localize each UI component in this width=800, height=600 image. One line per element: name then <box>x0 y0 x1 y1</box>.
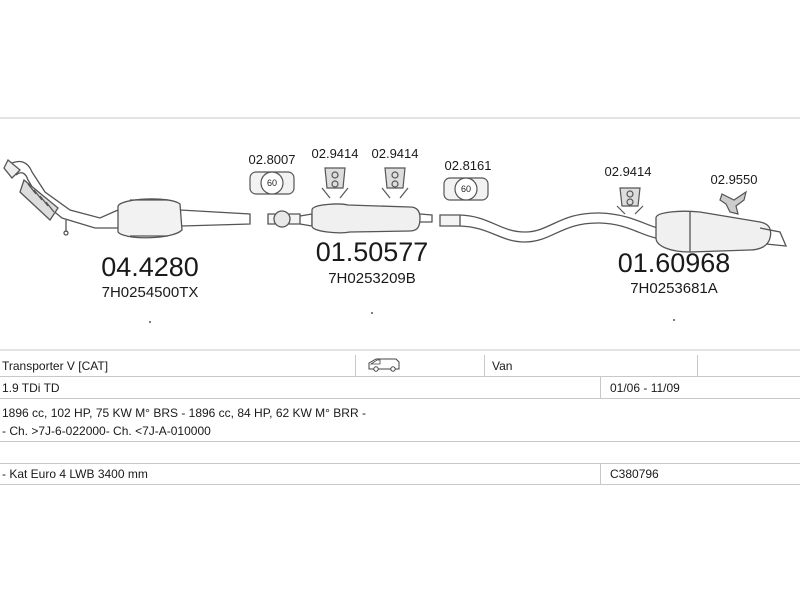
chassis: - Ch. >7J-6-022000- Ch. <7J-A-010000 <box>2 424 211 438</box>
table-divider <box>697 355 698 377</box>
table-divider <box>355 355 356 377</box>
catalyst-number: 04.4280 <box>101 252 199 282</box>
engine-details-row <box>0 402 800 422</box>
clamp-2-accessory[interactable] <box>444 178 488 200</box>
empty-row <box>0 442 800 464</box>
clamp-1-size: 60 <box>266 178 278 188</box>
rear-silencer-number: 01.60968 <box>617 248 731 278</box>
hanger-2-number: 02.9414 <box>371 146 419 161</box>
middle-dot <box>371 312 373 314</box>
hanger-1-accessory[interactable] <box>322 168 348 198</box>
rear-dot <box>673 319 675 321</box>
middle-silencer-part[interactable] <box>268 204 432 233</box>
vehicle-code: C380796 <box>610 467 659 481</box>
catalyst-oem: 7H0254500TX <box>101 284 199 301</box>
clamp-2-number: 02.8161 <box>444 158 492 173</box>
notes: - Kat Euro 4 LWB 3400 mm <box>2 467 148 481</box>
body-type: Van <box>492 359 513 373</box>
van-icon <box>368 358 400 378</box>
middle-silencer-number: 01.50577 <box>315 237 429 267</box>
hanger-2-accessory[interactable] <box>382 168 408 198</box>
hanger-1-number: 02.9414 <box>311 146 359 161</box>
rear-silencer-oem: 7H0253681A <box>630 280 718 297</box>
engine-details: 1896 cc, 102 HP, 75 KW M° BRS - 1896 cc, 84 HP, 62 KW M° BRR - <box>2 406 366 420</box>
rear-silencer-part[interactable] <box>440 211 786 252</box>
period: 01/06 - 11/09 <box>610 381 680 395</box>
chassis-row <box>0 420 800 442</box>
engine: 1.9 TDi TD <box>2 381 60 395</box>
table-divider <box>600 377 601 399</box>
vehicle-model: Transporter V [CAT] <box>2 359 109 373</box>
clamp-1-accessory[interactable] <box>250 172 294 194</box>
bracket-accessory[interactable] <box>720 192 746 214</box>
clamp-2-size: 60 <box>460 184 472 194</box>
clamp-1-number: 02.8007 <box>248 152 296 167</box>
middle-silencer-oem: 7H0253209B <box>328 270 416 287</box>
catalyst-part[interactable] <box>4 160 250 238</box>
hanger-3-accessory[interactable] <box>617 188 643 214</box>
notes-row <box>0 463 800 485</box>
table-divider <box>600 463 601 485</box>
hanger-3-number: 02.9414 <box>604 164 652 179</box>
table-divider <box>484 355 485 377</box>
vehicle-model-row <box>0 355 800 377</box>
bracket-number: 02.9550 <box>710 172 758 187</box>
catalyst-dot <box>149 321 151 323</box>
engine-row <box>0 377 800 399</box>
